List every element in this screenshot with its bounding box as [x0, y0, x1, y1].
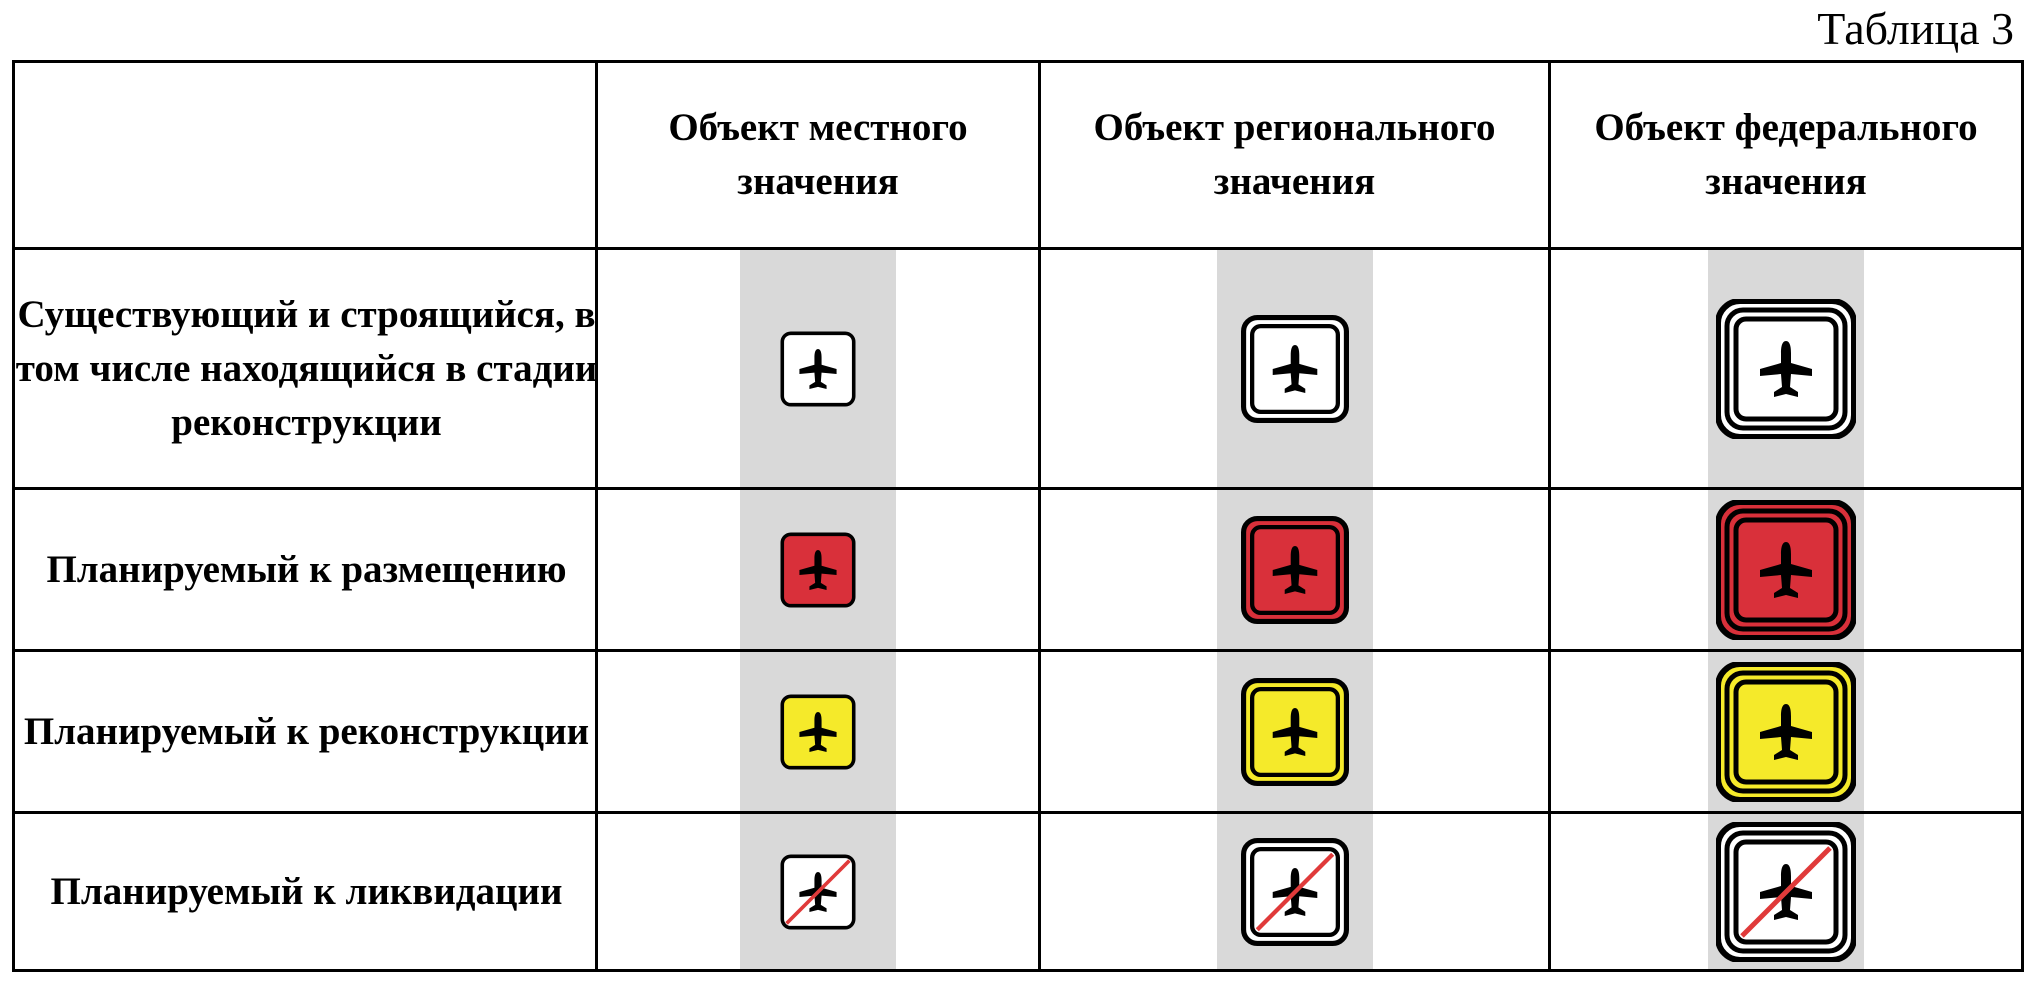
- symbol-cell-regional-row3: [1041, 652, 1548, 811]
- symbol-cell-regional-row1: [1041, 250, 1548, 487]
- symbol-cell-federal-row1: [1551, 250, 2021, 487]
- airplane-icon: [1235, 672, 1355, 792]
- header-federal: Объект федерального значения: [1594, 106, 1978, 203]
- airplane-icon: [1716, 500, 1856, 640]
- row-label-existing: Существующий и строящийся, в том числе находящийся в стадии реконструкции: [15, 292, 598, 444]
- header-regional: Объект регионального значения: [1093, 106, 1496, 203]
- symbol-cell-federal-row2: [1551, 490, 2021, 649]
- symbol-cell-regional-row4: [1041, 814, 1548, 969]
- symbol-cell-local-row1: [598, 250, 1038, 487]
- table-caption: Таблица 3: [1817, 3, 2014, 54]
- row-label-planned-reconstruction: Планируемый к реконструкции: [23, 709, 590, 753]
- airplane-icon: [1235, 832, 1355, 952]
- symbol-cell-local-row3: [598, 652, 1038, 811]
- symbol-cell-local-row2: [598, 490, 1038, 649]
- symbol-cell-local-row4: [598, 814, 1038, 969]
- row-label-planned-liquidation: Планируемый к ликвидации: [50, 869, 563, 913]
- airplane-icon: [1716, 822, 1856, 962]
- symbol-cell-federal-row4: [1551, 814, 2021, 969]
- header-local: Объект местного значения: [668, 106, 968, 203]
- symbol-cell-regional-row2: [1041, 490, 1548, 649]
- airplane-icon: [1716, 299, 1856, 439]
- airplane-icon: [768, 842, 868, 942]
- row-label-planned-placement: Планируемый к размещению: [46, 547, 567, 591]
- legend-table: [12, 60, 2024, 972]
- airplane-icon: [1235, 510, 1355, 630]
- airplane-icon: [1235, 309, 1355, 429]
- airplane-icon: [768, 319, 868, 419]
- airplane-icon: [1716, 662, 1856, 802]
- airplane-icon: [768, 520, 868, 620]
- symbol-cell-federal-row3: [1551, 652, 2021, 811]
- airplane-icon: [768, 682, 868, 782]
